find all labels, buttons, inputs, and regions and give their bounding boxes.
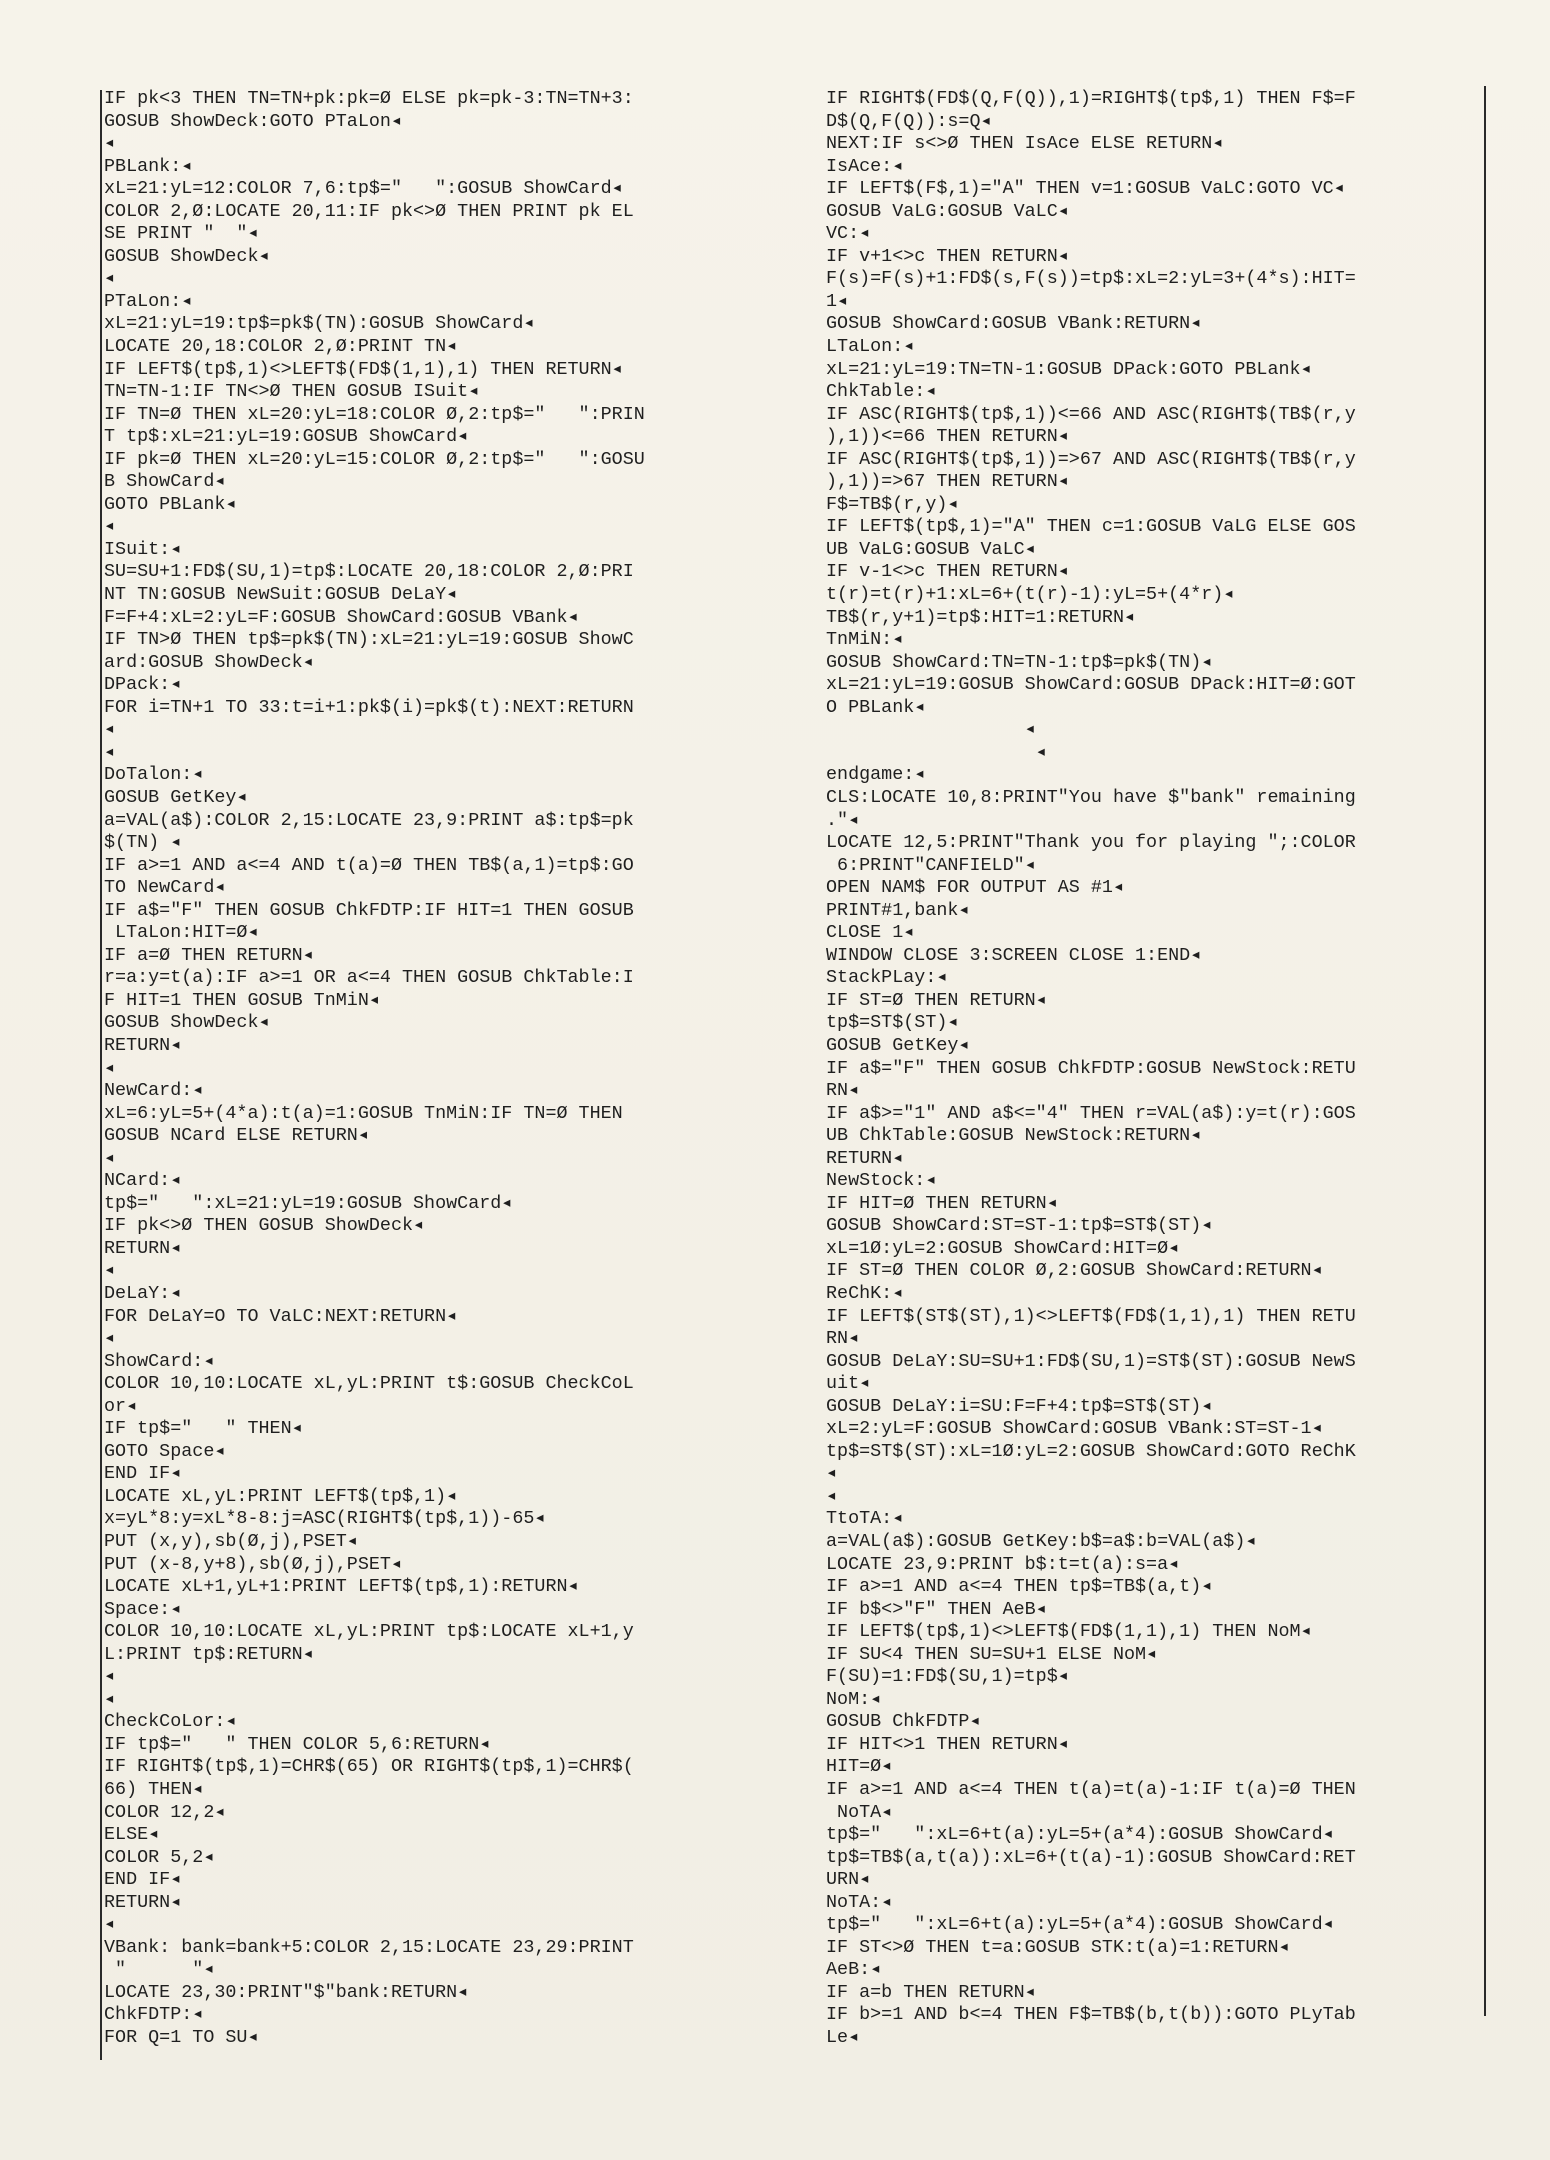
code-line: IF b>=1 AND b<=4 THEN F$=TB$(b,t(b)):GOTO PLyTab xyxy=(826,2004,1356,2026)
code-line: RETURN◂ xyxy=(104,1237,182,1259)
code-line: GOSUB GetKey◂ xyxy=(104,786,248,808)
code-line: LOCATE xL+1,yL+1:PRINT LEFT$(tp$,1):RETURN◂ xyxy=(104,1576,579,1598)
code-line: IF LEFT$(ST$(ST),1)<>LEFT$(FD$(1,1),1) THEN RETU xyxy=(826,1305,1356,1327)
code-line: LTaLon:◂ xyxy=(826,336,915,358)
code-line: NewStock:◂ xyxy=(826,1170,937,1192)
code-line: xL=1Ø:yL=2:GOSUB ShowCard:HIT=Ø◂ xyxy=(826,1237,1180,1259)
code-line: xL=21:yL=19:TN=TN-1:GOSUB DPack:GOTO PBLank◂ xyxy=(826,358,1312,380)
code-line: ShowCard:◂ xyxy=(104,1350,215,1372)
code-line: GOSUB ShowCard:TN=TN-1:tp$=pk$(TN)◂ xyxy=(826,651,1213,673)
code-line: COLOR 2,Ø:LOCATE 20,11:IF pk<>Ø THEN PRINT pk EL xyxy=(104,200,634,222)
code-line: F(s)=F(s)+1:FD$(s,F(s))=tp$:xL=2:yL=3+(4*s):HIT= xyxy=(826,268,1356,290)
code-line: PTaLon:◂ xyxy=(104,290,193,312)
code-line: tp$=" ":xL=21:yL=19:GOSUB ShowCard◂ xyxy=(104,1192,513,1214)
code-line: tp$=ST$(ST):xL=1Ø:yL=2:GOSUB ShowCard:GOTO ReChK xyxy=(826,1440,1356,1462)
code-line: FOR Q=1 TO SU◂ xyxy=(104,2027,259,2049)
code-line: IF TN=Ø THEN xL=20:yL=18:COLOR Ø,2:tp$=" ":PRIN xyxy=(104,403,645,425)
code-line: IF LEFT$(tp$,1)<>LEFT$(FD$(1,1),1) THEN NoM◂ xyxy=(826,1621,1312,1643)
code-line: NCard:◂ xyxy=(104,1170,182,1192)
code-line: GOSUB DeLaY:SU=SU+1:FD$(SU,1)=ST$(ST):GOSUB NewS xyxy=(826,1350,1356,1372)
code-line: tp$=" ":xL=6+t(a):yL=5+(a*4):GOSUB ShowCard◂ xyxy=(826,1914,1334,1936)
code-line: IF pk=Ø THEN xL=20:yL=15:COLOR Ø,2:tp$=" ":GOSU xyxy=(104,448,645,470)
code-line: SE PRINT " "◂ xyxy=(104,223,259,245)
code-line: x=yL*8:y=xL*8-8:j=ASC(RIGHT$(tp$,1))-65◂ xyxy=(104,1508,546,1530)
code-line: IF v-1<>c THEN RETURN◂ xyxy=(826,561,1069,583)
code-line: CLS:LOCATE 10,8:PRINT"You have $"bank" remaining xyxy=(826,786,1356,808)
code-line: ELSE◂ xyxy=(104,1824,160,1846)
listing-left-column xyxy=(104,88,754,2050)
code-line: T tp$:xL=21:yL=19:GOSUB ShowCard◂ xyxy=(104,426,469,448)
code-line: IF RIGHT$(tp$,1)=CHR$(65) OR RIGHT$(tp$,1)=CHR$( xyxy=(104,1756,634,1778)
code-line: ChkTable:◂ xyxy=(826,381,937,403)
code-line: GOSUB ShowCard:GOSUB VBank:RETURN◂ xyxy=(826,313,1202,335)
code-line: FOR DeLaY=O TO VaLC:NEXT:RETURN◂ xyxy=(104,1305,458,1327)
code-line: a=VAL(a$):GOSUB GetKey:b$=a$:b=VAL(a$)◂ xyxy=(826,1531,1257,1552)
code-line: ◂ xyxy=(104,1914,116,1936)
code-line: RETURN◂ xyxy=(826,1147,904,1169)
code-line: 66) THEN◂ xyxy=(104,1779,204,1801)
code-line: IF ASC(RIGHT$(tp$,1))=>67 AND ASC(RIGHT$(TB$(r,y xyxy=(826,448,1356,470)
code-line: ◂ xyxy=(104,719,116,741)
code-line: RN◂ xyxy=(826,1080,860,1102)
code-line: ISuit:◂ xyxy=(104,538,182,560)
code-line: IF SU<4 THEN SU=SU+1 ELSE NoM◂ xyxy=(826,1643,1158,1665)
code-line: ◂ xyxy=(104,1260,116,1282)
code-line: NEXT:IF s<>Ø THEN IsAce ELSE RETURN◂ xyxy=(826,133,1224,155)
code-line: IF ASC(RIGHT$(tp$,1))<=66 AND ASC(RIGHT$(TB$(r,y xyxy=(826,403,1356,425)
code-line: endgame:◂ xyxy=(826,764,926,786)
code-line: OPEN NAM$ FOR OUTPUT AS #1◂ xyxy=(826,877,1125,899)
code-line: xL=21:yL=19:tp$=pk$(TN):GOSUB ShowCard◂ xyxy=(104,313,535,335)
code-line: END IF◂ xyxy=(104,1869,182,1891)
code-line: GOSUB NCard ELSE RETURN◂ xyxy=(104,1125,369,1147)
code-line: ◂ xyxy=(104,1147,116,1169)
code-line: GOSUB DeLaY:i=SU:F=F+4:tp$=ST$(ST)◂ xyxy=(826,1395,1213,1417)
code-line: DPack:◂ xyxy=(104,674,182,696)
code-line: O PBLank◂ xyxy=(826,696,926,718)
code-line: ◂ xyxy=(826,1485,838,1507)
code-line: t(r)=t(r)+1:xL=6+(t(r)-1):yL=5+(4*r)◂ xyxy=(826,584,1235,606)
code-line: xL=2:yL=F:GOSUB ShowCard:GOSUB VBank:ST=ST-1◂ xyxy=(826,1418,1323,1440)
code-line: L:PRINT tp$:RETURN◂ xyxy=(104,1643,314,1665)
code-line: ◂ xyxy=(104,516,116,538)
code-line: GOTO Space◂ xyxy=(104,1440,226,1462)
code-line: LOCATE 23,30:PRINT"$"bank:RETURN◂ xyxy=(104,1981,469,2003)
code-line: DeLaY:◂ xyxy=(104,1282,182,1304)
code-line: COLOR 5,2◂ xyxy=(104,1846,215,1868)
code-line: IF ST<>Ø THEN t=a:GOSUB STK:t(a)=1:RETURN◂ xyxy=(826,1936,1290,1958)
code-line: LTaLon:HIT=Ø◂ xyxy=(104,922,259,944)
code-line: 1◂ xyxy=(826,290,849,312)
code-line: F=F+4:xL=2:yL=F:GOSUB ShowCard:GOSUB VBank◂ xyxy=(104,606,579,628)
code-line: xL=21:yL=19:GOSUB ShowCard:GOSUB DPack:HIT=Ø:GOT xyxy=(826,674,1356,696)
code-line: IF ST=Ø THEN RETURN◂ xyxy=(826,989,1047,1011)
code-line: F HIT=1 THEN GOSUB TnMiN◂ xyxy=(104,989,380,1011)
code-line: SU=SU+1:FD$(SU,1)=tp$:LOCATE 20,18:COLOR 2,Ø:PRI xyxy=(104,561,634,583)
code-line: HIT=Ø◂ xyxy=(826,1756,893,1778)
code-line: IF a$="F" THEN GOSUB ChkFDTP:IF HIT=1 THEN GOSUB xyxy=(104,899,634,921)
code-line: IF ST=Ø THEN COLOR Ø,2:GOSUB ShowCard:RETURN◂ xyxy=(826,1260,1323,1282)
code-line: r=a:y=t(a):IF a>=1 OR a<=4 THEN GOSUB ChkTable:I xyxy=(104,967,634,989)
code-line: RETURN◂ xyxy=(104,1034,182,1056)
code-line: ."◂ xyxy=(826,809,860,831)
code-line: B ShowCard◂ xyxy=(104,471,226,493)
code-line: GOSUB ShowDeck:GOTO PTaLon◂ xyxy=(104,110,403,132)
code-line: IF tp$=" " THEN COLOR 5,6:RETURN◂ xyxy=(104,1733,491,1755)
code-line: UB ChkTable:GOSUB NewStock:RETURN◂ xyxy=(826,1125,1202,1147)
code-line: GOSUB ShowDeck◂ xyxy=(104,1012,270,1034)
code-line: PUT (x-8,y+8),sb(Ø,j),PSET◂ xyxy=(104,1553,403,1575)
code-line: ◂ xyxy=(104,1057,116,1079)
code-line: IF HIT<>1 THEN RETURN◂ xyxy=(826,1733,1069,1755)
code-line: uit◂ xyxy=(826,1373,871,1395)
code-line: IF a>=1 AND a<=4 THEN t(a)=t(a)-1:IF t(a)=Ø THEN xyxy=(826,1779,1356,1801)
code-line: PUT (x,y),sb(Ø,j),PSET◂ xyxy=(104,1531,358,1552)
code-line: LOCATE 12,5:PRINT"Thank you for playing ";:COLOR xyxy=(826,832,1356,854)
code-line: END IF◂ xyxy=(104,1463,182,1485)
code-line: IF b$<>"F" THEN AeB◂ xyxy=(826,1598,1047,1620)
code-line: StackPLay:◂ xyxy=(826,967,948,989)
code-line: RETURN◂ xyxy=(104,1891,182,1913)
code-line: IF HIT=Ø THEN RETURN◂ xyxy=(826,1192,1058,1214)
code-line: IF a$="F" THEN GOSUB ChkFDTP:GOSUB NewStock:RETU xyxy=(826,1057,1356,1079)
code-line: IF LEFT$(tp$,1)="A" THEN c=1:GOSUB VaLG ELSE GOS xyxy=(826,516,1356,538)
code-line: ard:GOSUB ShowDeck◂ xyxy=(104,651,314,673)
code-line: NoTA:◂ xyxy=(826,1891,893,1913)
code-line: " "◂ xyxy=(104,1959,215,1981)
code-line: xL=6:yL=5+(4*a):t(a)=1:GOSUB TnMiN:IF TN=Ø THEN xyxy=(104,1102,623,1124)
code-line: IF LEFT$(F$,1)="A" THEN v=1:GOSUB VaLC:GOTO VC◂ xyxy=(826,178,1345,200)
code-line: TO NewCard◂ xyxy=(104,877,226,899)
code-line: a=VAL(a$):COLOR 2,15:LOCATE 23,9:PRINT a$:tp$=pk xyxy=(104,809,634,831)
code-line: IF RIGHT$(FD$(Q,F(Q)),1)=RIGHT$(tp$,1) THEN F$=F xyxy=(826,88,1356,109)
code-line: F(SU)=1:FD$(SU,1)=tp$◂ xyxy=(826,1666,1069,1688)
code-line: tp$=TB$(a,t(a)):xL=6+(t(a)-1):GOSUB ShowCard:RET xyxy=(826,1846,1356,1868)
code-line: ReChK:◂ xyxy=(826,1282,904,1304)
code-line: F$=TB$(r,y)◂ xyxy=(826,493,959,515)
code-line: FOR i=TN+1 TO 33:t=i+1:pk$(i)=pk$(t):NEXT:RETURN xyxy=(104,696,634,718)
code-line: IF a$>="1" AND a$<="4" THEN r=VAL(a$):y=t(r):GOS xyxy=(826,1102,1356,1124)
code-line: NT TN:GOSUB NewSuit:GOSUB DeLaY◂ xyxy=(104,584,458,606)
code-line: IF TN>Ø THEN tp$=pk$(TN):xL=21:yL=19:GOSUB ShowC xyxy=(104,629,634,651)
code-line: IF a>=1 AND a<=4 AND t(a)=Ø THEN TB$(a,1)=tp$:GO xyxy=(104,854,634,876)
code-line: IF tp$=" " THEN◂ xyxy=(104,1418,303,1440)
code-line: xL=21:yL=12:COLOR 7,6:tp$=" ":GOSUB ShowCard◂ xyxy=(104,178,623,200)
code-line: VC:◂ xyxy=(826,223,871,245)
code-line: GOSUB VaLG:GOSUB VaLC◂ xyxy=(826,200,1069,222)
code-line: COLOR 10,10:LOCATE xL,yL:PRINT t$:GOSUB CheckCoL xyxy=(104,1373,634,1395)
listing-right-column xyxy=(826,88,1476,2050)
code-line: RN◂ xyxy=(826,1328,860,1350)
code-line: TN=TN-1:IF TN<>Ø THEN GOSUB ISuit◂ xyxy=(104,381,480,403)
code-line: TnMiN:◂ xyxy=(826,629,904,651)
code-line: or◂ xyxy=(104,1395,138,1417)
code-line: GOSUB ChkFDTP◂ xyxy=(826,1711,981,1733)
code-line: 6:PRINT"CANFIELD"◂ xyxy=(826,854,1036,876)
code-line: IF a>=1 AND a<=4 THEN tp$=TB$(a,t)◂ xyxy=(826,1576,1213,1598)
code-line: ◂ xyxy=(826,741,1047,763)
code-line: IF v+1<>c THEN RETURN◂ xyxy=(826,245,1069,267)
code-line: Space:◂ xyxy=(104,1598,182,1620)
code-line: PBLank:◂ xyxy=(104,155,193,177)
code-line: GOSUB ShowCard:ST=ST-1:tp$=ST$(ST)◂ xyxy=(826,1215,1213,1237)
code-line: PRINT#1,bank◂ xyxy=(826,899,970,921)
code-line: LOCATE 23,9:PRINT b$:t=t(a):s=a◂ xyxy=(826,1553,1180,1575)
code-line: GOSUB ShowDeck◂ xyxy=(104,245,270,267)
code-line: GOSUB GetKey◂ xyxy=(826,1034,970,1056)
code-line: IF a=Ø THEN RETURN◂ xyxy=(104,944,314,966)
code-line: ◂ xyxy=(104,133,116,155)
left-column-rule xyxy=(100,90,102,2060)
code-line: COLOR 12,2◂ xyxy=(104,1801,226,1823)
code-line: WINDOW CLOSE 3:SCREEN CLOSE 1:END◂ xyxy=(826,944,1202,966)
code-line: IF a=b THEN RETURN◂ xyxy=(826,1981,1036,2003)
code-line: IsAce:◂ xyxy=(826,155,904,177)
code-line: ◂ xyxy=(826,719,1036,741)
code-line: IF LEFT$(tp$,1)<>LEFT$(FD$(1,1),1) THEN RETURN◂ xyxy=(104,358,623,380)
code-line: ),1))<=66 THEN RETURN◂ xyxy=(826,426,1069,448)
code-line: D$(Q,F(Q)):s=Q◂ xyxy=(826,110,992,132)
code-line: ◂ xyxy=(104,1666,116,1688)
code-line: Le◂ xyxy=(826,2027,860,2049)
code-line: tp$=ST$(ST)◂ xyxy=(826,1012,959,1034)
code-line: $(TN) ◂ xyxy=(104,832,182,854)
code-line: ◂ xyxy=(826,1463,838,1485)
code-line: TtoTA:◂ xyxy=(826,1508,904,1530)
code-line: IF pk<3 THEN TN=TN+pk:pk=Ø ELSE pk=pk-3:TN=TN+3: xyxy=(104,88,634,109)
code-line: NoTA◂ xyxy=(826,1801,893,1823)
code-line: CLOSE 1◂ xyxy=(826,922,915,944)
code-line: ChkFDTP:◂ xyxy=(104,2004,204,2026)
code-line: LOCATE xL,yL:PRINT LEFT$(tp$,1)◂ xyxy=(104,1485,458,1507)
right-column-rule xyxy=(1484,86,1486,2016)
code-line: NewCard:◂ xyxy=(104,1080,204,1102)
code-line: ◂ xyxy=(104,1688,116,1710)
code-line: CheckCoLor:◂ xyxy=(104,1711,237,1733)
code-line: GOTO PBLank◂ xyxy=(104,493,237,515)
code-line: LOCATE 20,18:COLOR 2,Ø:PRINT TN◂ xyxy=(104,336,458,358)
code-line: AeB:◂ xyxy=(826,1959,882,1981)
code-line: ◂ xyxy=(104,741,116,763)
code-line: TB$(r,y+1)=tp$:HIT=1:RETURN◂ xyxy=(826,606,1136,628)
code-line: ◂ xyxy=(104,268,116,290)
code-line: ),1))=>67 THEN RETURN◂ xyxy=(826,471,1069,493)
code-line: UB VaLG:GOSUB VaLC◂ xyxy=(826,538,1036,560)
code-line: VBank: bank=bank+5:COLOR 2,15:LOCATE 23,29:PRINT xyxy=(104,1936,634,1958)
code-line: COLOR 10,10:LOCATE xL,yL:PRINT tp$:LOCATE xL+1,y xyxy=(104,1621,634,1643)
code-line: DoTalon:◂ xyxy=(104,764,204,786)
code-line: ◂ xyxy=(104,1328,116,1350)
code-line: IF pk<>Ø THEN GOSUB ShowDeck◂ xyxy=(104,1215,425,1237)
code-line: tp$=" ":xL=6+t(a):yL=5+(a*4):GOSUB ShowCard◂ xyxy=(826,1824,1334,1846)
code-line: NoM:◂ xyxy=(826,1688,882,1710)
code-line: URN◂ xyxy=(826,1869,871,1891)
